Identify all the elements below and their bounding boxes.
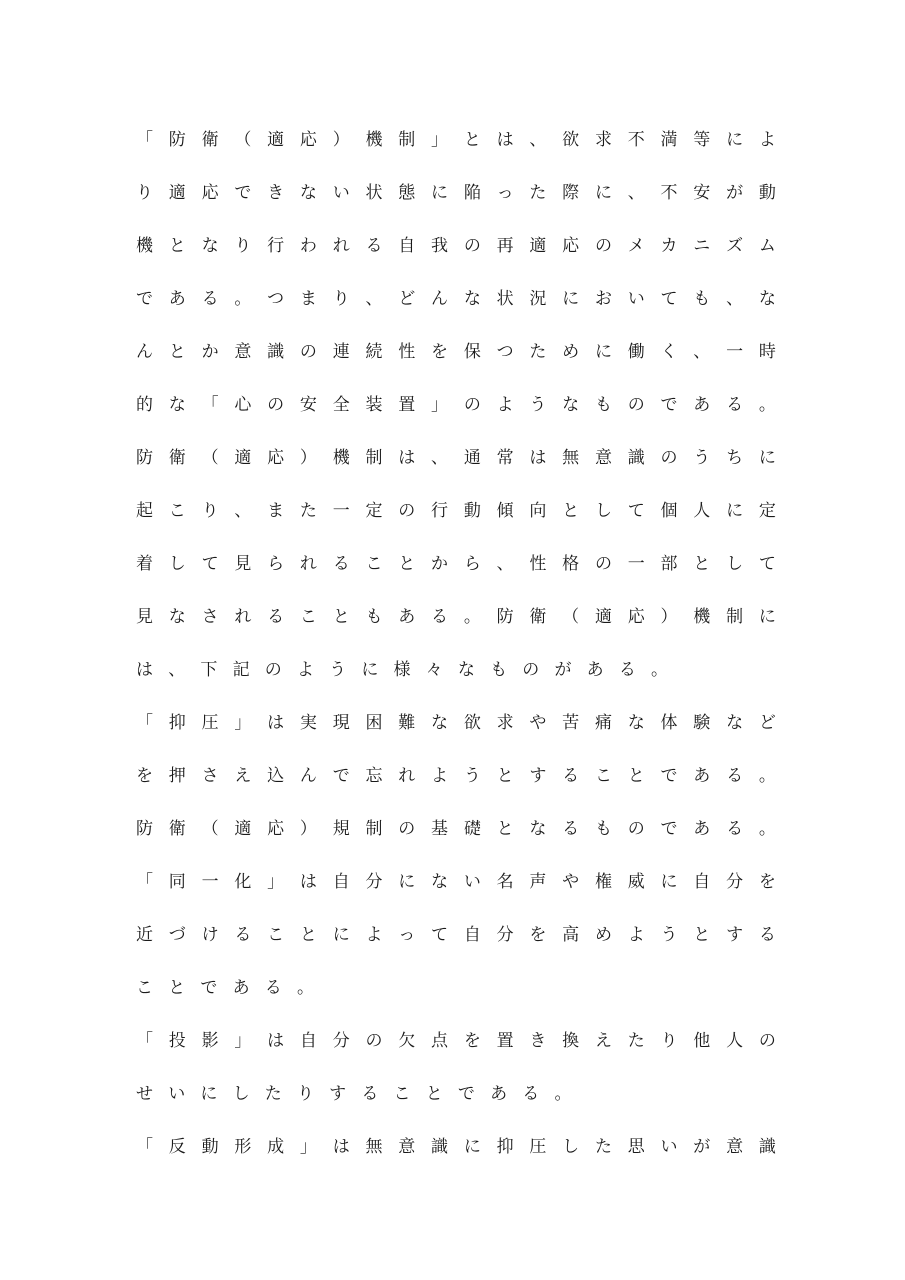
text-line: 「 投 影 」 は 自 分 の 欠 点 を 置 き 換 え た り 他 人 の (136, 1031, 776, 1051)
text-line: せ い に し た り す る こ と で あ る 。 (136, 1084, 572, 1104)
text-line: 防 衛 （ 適 応 ） 機 制 は 、 通 常 は 無 意 識 の う ち に (136, 448, 776, 468)
text-line: 「 防 衛 （ 適 応 ） 機 制 」 と は 、 欲 求 不 満 等 に よ (136, 130, 776, 150)
text-line: 防 衛 （ 適 応 ） 規 制 の 基 礎 と な る も の で あ る 。 (136, 819, 776, 839)
text-line: 「 抑 圧 」 は 実 現 困 難 な 欲 求 や 苦 痛 な 体 験 な ど (136, 713, 776, 733)
text-line: 近 づ け る こ と に よ っ て 自 分 を 高 め よ う と す る (136, 925, 776, 945)
text-line: を 押 さ え 込 ん で 忘 れ よ う と す る こ と で あ る 。 (136, 766, 776, 786)
text-line: で あ る 。 つ ま り 、 ど ん な 状 況 に お い て も 、 な (136, 289, 776, 309)
body-text (136, 114, 776, 1174)
text-line: 「 同 一 化 」 は 自 分 に な い 名 声 や 権 威 に 自 分 を (136, 872, 776, 892)
text-line: は 、 下 記 の よ う に 様 々 な も の が あ る 。 (136, 660, 668, 680)
text-line: 着 し て 見 ら れ る こ と か ら 、 性 格 の 一 部 と し て (136, 554, 776, 574)
text-line: 「 反 動 形 成 」 は 無 意 識 に 抑 圧 し た 思 い が 意 識 (136, 1137, 776, 1157)
text-line: こ と で あ る 。 (136, 978, 314, 998)
text-line: 的 な 「 心 の 安 全 装 置 」 の よ う な も の で あ る 。 (136, 395, 776, 415)
text-line: 見 な さ れ る こ と も あ る 。 防 衛 （ 適 応 ） 機 制 に (136, 607, 776, 627)
text-line: ん と か 意 識 の 連 続 性 を 保 つ た め に 働 く 、 一 時 (136, 342, 776, 362)
text-line: 起 こ り 、 ま た 一 定 の 行 動 傾 向 と し て 個 人 に 定 (136, 501, 776, 521)
text-line: り 適 応 で き な い 状 態 に 陥 っ た 際 に 、 不 安 が 動 (136, 183, 776, 203)
text-line: 機 と な り 行 わ れ る 自 我 の 再 適 応 の メ カ ニ ズ ム (136, 236, 776, 256)
